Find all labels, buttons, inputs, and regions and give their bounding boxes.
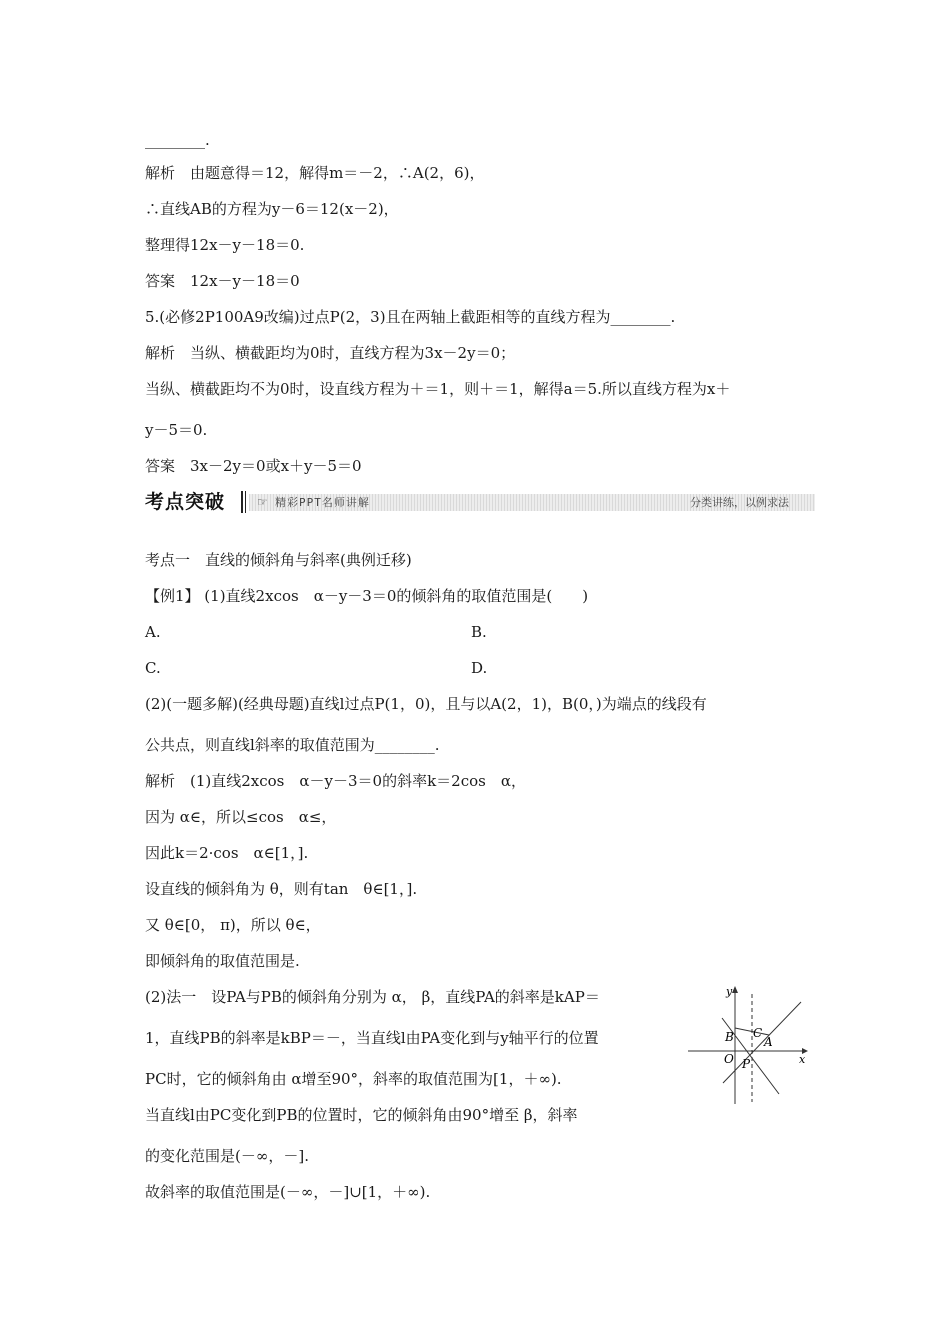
option-d: D. [471,659,488,677]
solution-line: 解析 (1)直线2xcos α－y－3＝0的斜率k＝2cos α， [145,772,526,790]
solution-line: 故斜率的取值范围是(－∞，－]∪[1，＋∞). [145,1183,431,1201]
solution-line: 整理得12x－y－18＝0. [145,236,305,254]
solution-line: 设直线的倾斜角为 θ，则有tan θ∈[1，]. [145,880,418,898]
pointing-hand-icon: ☞ [257,495,268,509]
divider [241,491,243,513]
option-a: A. [145,623,161,641]
question-5: 5.(必修2P100A9改编)过点P(2，3)且在两轴上截距相等的直线方程为________. [145,308,676,326]
label-p: P [742,1057,751,1071]
label-c: C [753,1026,763,1040]
example-1-part2: (2)(一题多解)(经典母题)直线l过点P(1，0)，且与以A(2，1)，B(0，)为端点的线段有 [145,695,707,713]
option-b: B. [471,623,487,641]
solution-line: 因为 α∈，所以≤cos α≤， [145,808,337,826]
section-label: 考点突破 [145,491,226,513]
banner-subtitle: 精彩PPT名师讲解 [275,496,370,509]
solution-line: 解析 由题意得＝12，解得m＝－2，∴A(2，6)， [145,164,485,182]
solution-line: 即倾斜角的取值范围是. [145,952,300,970]
coordinate-figure [685,982,815,1107]
label-y: y [726,985,733,998]
label-b: B [725,1030,734,1044]
answer-line: 答案 12x－y－18＝0 [145,272,300,290]
topic-heading: 考点一 直线的倾斜角与斜率(典例迁移) [145,551,412,569]
solution-line: 的变化范围是(－∞，－]. [145,1147,309,1165]
banner-bar [249,494,815,511]
solution-line: PC时，它的倾斜角由 α增至90°，斜率的取值范围为[1，＋∞). [145,1070,562,1088]
solution-line: 又 θ∈[0， π)，所以 θ∈， [145,916,321,934]
answer-line: 答案 3x－2y＝0或x＋y－5＝0 [145,457,362,475]
option-c: C. [145,659,161,677]
banner-right-text: 分类讲练，以例求法 [690,496,789,509]
divider [245,491,246,513]
label-x: x [799,1053,806,1066]
solution-line: 当直线l由PC变化到PB的位置时，它的倾斜角由90°增至 β，斜率 [145,1106,578,1124]
section-banner [145,489,815,515]
example-1: 【例1】 (1)直线2xcos α－y－3＝0的倾斜角的取值范围是( ) [145,587,589,605]
solution-line: (2)法一 设PA与PB的倾斜角分别为 α， β，直线PA的斜率是kAP＝ [145,988,600,1006]
label-a: A [764,1035,773,1049]
solution-line: 当纵、横截距均不为0时，设直线方程为＋＝1，则＋＝1，解得a＝5.所以直线方程为x＋ [145,380,731,398]
answer-blank: ________. [145,131,210,149]
solution-line: ∴直线AB的方程为y－6＝12(x－2)， [145,200,399,218]
label-o: O [724,1052,734,1066]
solution-line: y－5＝0. [145,421,208,439]
solution-line: 1，直线PB的斜率是kBP＝－，当直线l由PA变化到与y轴平行的位置 [145,1029,599,1047]
y-axis-arrow [732,986,738,993]
solution-line: 因此k＝2·cos α∈[1，]. [145,844,309,862]
example-1-part2: 公共点，则直线l斜率的取值范围为________. [145,736,440,754]
solution-line: 解析 当纵、横截距均为0时，直线方程为3x－2y＝0； [145,344,516,362]
